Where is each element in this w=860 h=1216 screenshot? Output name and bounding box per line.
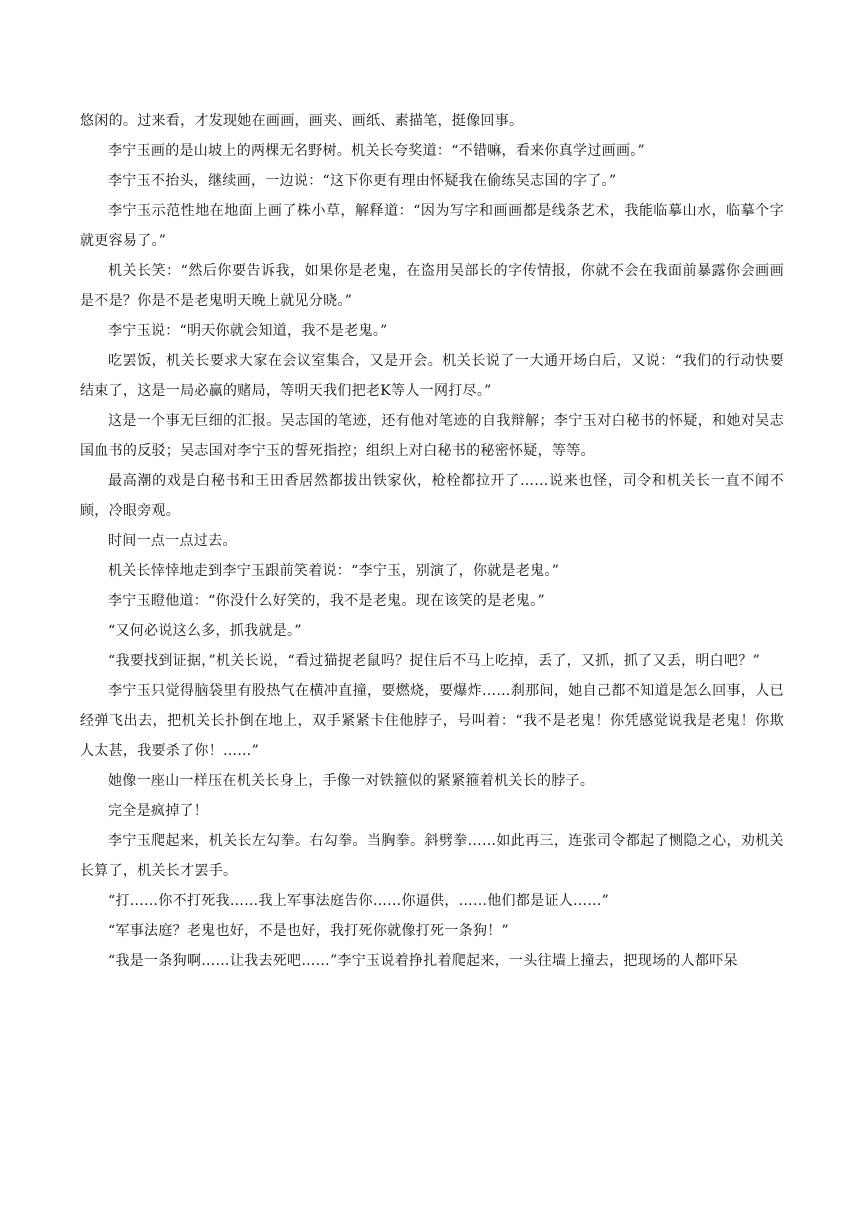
paragraph: 李宁玉说：“明天你就会知道，我不是老鬼。” xyxy=(108,323,388,339)
paragraph: 李宁玉不抬头，继续画，一边说：“这下你更有理由怀疑我在偷练吴志国的字了。” xyxy=(108,173,617,189)
body-text xyxy=(80,106,784,976)
paragraph: 吃罢饭，机关长要求大家在会议室集合，又是开会。机关长说了一大通开场白后，又说：“我们的行动快要结束了，这是一局必赢的赌局，等明天我们把老K等人一网打尽。” xyxy=(80,353,784,399)
paragraph: “我是一条狗啊……让我去死吧……”李宁玉说着挣扎着爬起来，一头往墙上撞去，把现场的人都吓呆 xyxy=(108,953,738,969)
paragraph: 李宁玉画的是山坡上的两棵无名野树。机关长夸奖道：“不错嘛，看来你真学过画画。” xyxy=(108,143,646,159)
paragraph: 机关长笑：“然后你要告诉我，如果你是老鬼，在盗用吴部长的字传情报，你就不会在我面前暴露你会画画是不是？你是不是老鬼明天晚上就见分晓。” xyxy=(80,263,784,309)
paragraph: 李宁玉只觉得脑袋里有股热气在横冲直撞，要燃烧，要爆炸……刹那间，她自己都不知道是怎么回事，人已经弹飞出去，把机关长扑倒在地上，双手紧紧卡住他脖子，号叫着：“我不是老鬼！你凭感觉说我是老鬼！你欺人太甚，我要杀了你！……” xyxy=(80,683,784,759)
paragraph: 她像一座山一样压在机关长身上，手像一对铁箍似的紧紧箍着机关长的脖子。 xyxy=(108,773,595,789)
paragraph: “打……你不打死我……我上军事法庭告你……你逼供，……他们都是证人……” xyxy=(108,893,610,909)
paragraph: 李宁玉爬起来，机关长左勾拳。右勾拳。当胸拳。斜劈拳……如此再三，连张司令都起了恻隐之心，劝机关长算了，机关长才罢手。 xyxy=(80,833,784,879)
paragraph: 机关长悻悻地走到李宁玉跟前笑着说：“李宁玉，别演了，你就是老鬼。” xyxy=(108,563,560,579)
paragraph: “我要找到证据，”机关长说，“看过猫捉老鼠吗？捉住后不马上吃掉，丢了，又抓，抓了又丢，明白吧？” xyxy=(108,653,761,669)
paragraph: 这是一个事无巨细的汇报。吴志国的笔迹，还有他对笔迹的自我辩解；李宁玉对白秘书的怀疑，和她对吴志国血书的反驳；吴志国对李宁玉的誓死指控；组织上对白秘书的秘密怀疑，等等。 xyxy=(80,413,784,459)
paragraph: 时间一点一点过去。 xyxy=(108,533,237,549)
paragraph: 李宁玉瞪他道：“你没什么好笑的，我不是老鬼。现在该笑的是老鬼。” xyxy=(108,593,545,609)
paragraph: 最高潮的戏是白秘书和王田香居然都拔出铁家伙，枪栓都拉开了……说来也怪，司令和机关长一直不闻不顾，冷眼旁观。 xyxy=(80,473,784,519)
paragraph: “又何必说这么多，抓我就是。” xyxy=(108,623,302,639)
paragraph: “军事法庭？老鬼也好，不是也好，我打死你就像打死一条狗！” xyxy=(108,923,510,939)
paragraph: 李宁玉示范性地在地面上画了株小草，解释道：“因为写字和画画都是线条艺术，我能临摹山水，临摹个字就更容易了。” xyxy=(80,203,784,249)
paragraph: 悠闲的。过来看，才发现她在画画，画夹、画纸、素描笔，挺像回事。 xyxy=(80,113,524,129)
paragraph: 完全是疯掉了！ xyxy=(108,803,209,819)
